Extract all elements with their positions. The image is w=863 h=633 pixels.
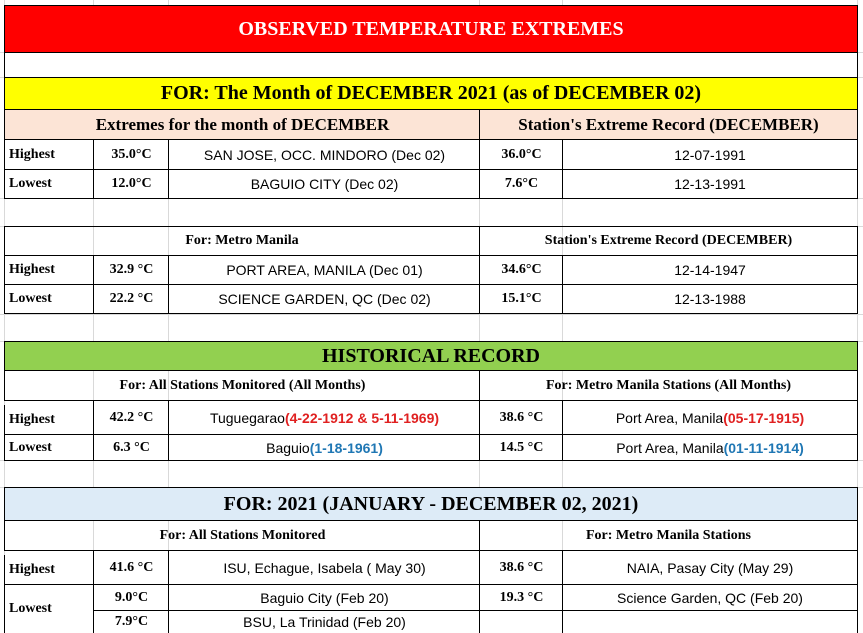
year-lowest-location: Baguio City (Feb 20) (168, 584, 480, 611)
historical-metro-lowest-location (562, 434, 858, 461)
year-metro-highest-value: 38.6 °C (479, 551, 563, 585)
year-metro-highest-location: NAIA, Pasay City (May 29) (562, 551, 858, 585)
metro-manila-header: For: Metro Manila (4, 226, 480, 256)
historical-all-header: For: All Stations Monitored (All Months) (4, 371, 480, 401)
metro-lowest-record-value: 15.1°C (479, 284, 563, 314)
historical-metro-highest-value: 38.6 °C (479, 401, 563, 435)
historical-metro-header: For: Metro Manila Stations (All Months) (479, 371, 858, 401)
historical-highest-station: Tuguegarao (209, 410, 285, 426)
spacer-row (4, 53, 858, 78)
month-highest-label: Highest (4, 140, 94, 170)
month-extremes-header: Extremes for the month of DECEMBER (4, 110, 480, 140)
historical-metro-highest-location (562, 401, 858, 435)
historical-lowest-station: Baguio (266, 439, 310, 456)
month-lowest-label: Lowest (4, 169, 94, 199)
historical-highest-label: Highest (4, 405, 94, 435)
station-record-header: Station's Extreme Record (DECEMBER) (479, 110, 858, 140)
month-highest-location: SAN JOSE, OCC. MINDORO (Dec 02) (168, 140, 480, 170)
historical-highest-value: 42.2 °C (93, 401, 169, 435)
historical-metro-highest-dates: (05-17-1915) (723, 410, 805, 426)
month-lowest-location: BAGUIO CITY (Dec 02) (168, 169, 480, 199)
year-highest-label: Highest (4, 555, 94, 585)
year-lowest-value: 9.0°C (93, 584, 169, 611)
month-highest-record-date: 12-07-1991 (562, 140, 858, 170)
month-lowest-record-value: 7.6°C (479, 169, 563, 199)
historical-metro-highest-station: Port Area, Manila (615, 410, 724, 426)
month-lowest-record-date: 12-13-1991 (562, 169, 858, 199)
month-highest-value: 35.0°C (93, 140, 169, 170)
historical-highest-dates: (4-22-1912 & 5-11-1969) (284, 410, 440, 426)
year-lowest2-value: 7.9°C (93, 610, 169, 633)
year-metro-lowest-location: Science Garden, QC (Feb 20) (562, 584, 858, 611)
metro-highest-value: 32.9 °C (93, 255, 169, 285)
historical-lowest-location (168, 434, 480, 461)
historical-metro-lowest-dates: (01-11-1914) (723, 439, 804, 456)
year-metro-lowest-value: 19.3 °C (479, 584, 563, 611)
page-title: OBSERVED TEMPERATURE EXTREMES (4, 5, 858, 53)
metro-lowest-record-date: 12-13-1988 (562, 284, 858, 314)
metro-lowest-value: 22.2 °C (93, 284, 169, 314)
metro-lowest-location: SCIENCE GARDEN, QC (Dec 02) (168, 284, 480, 314)
historical-lowest-label: Lowest (4, 434, 94, 461)
year-metro-header: For: Metro Manila Stations (479, 521, 858, 551)
year-lowest-label: Lowest (4, 584, 94, 633)
year-all-header: For: All Stations Monitored (4, 521, 480, 551)
metro-highest-record-value: 34.6°C (479, 255, 563, 285)
historical-lowest-value: 6.3 °C (93, 434, 169, 461)
historical-highest-location (168, 401, 480, 435)
month-lowest-value: 12.0°C (93, 169, 169, 199)
metro-station-record-header: Station's Extreme Record (DECEMBER) (479, 226, 858, 256)
year-highest-value: 41.6 °C (93, 551, 169, 585)
metro-highest-label: Highest (4, 255, 94, 285)
month-banner: FOR: The Month of DECEMBER 2021 (as of DECEMBER 02) (4, 77, 858, 110)
metro-highest-record-date: 12-14-1947 (562, 255, 858, 285)
year-highest-location: ISU, Echague, Isabela ( May 30) (168, 551, 480, 585)
metro-highest-location: PORT AREA, MANILA (Dec 01) (168, 255, 480, 285)
historical-banner: HISTORICAL RECORD (4, 341, 858, 371)
year-lowest2-empty-right (562, 610, 858, 633)
historical-lowest-dates: (1-18-1961) (309, 439, 383, 456)
year-lowest2-empty (479, 610, 563, 633)
year-lowest2-location: BSU, La Trinidad (Feb 20) (168, 610, 480, 633)
month-highest-record-value: 36.0°C (479, 140, 563, 170)
historical-metro-lowest-station: Port Area, Manila (616, 439, 724, 456)
historical-metro-lowest-value: 14.5 °C (479, 434, 563, 461)
year-banner: FOR: 2021 (JANUARY - DECEMBER 02, 2021) (4, 487, 858, 521)
metro-lowest-label: Lowest (4, 284, 94, 314)
